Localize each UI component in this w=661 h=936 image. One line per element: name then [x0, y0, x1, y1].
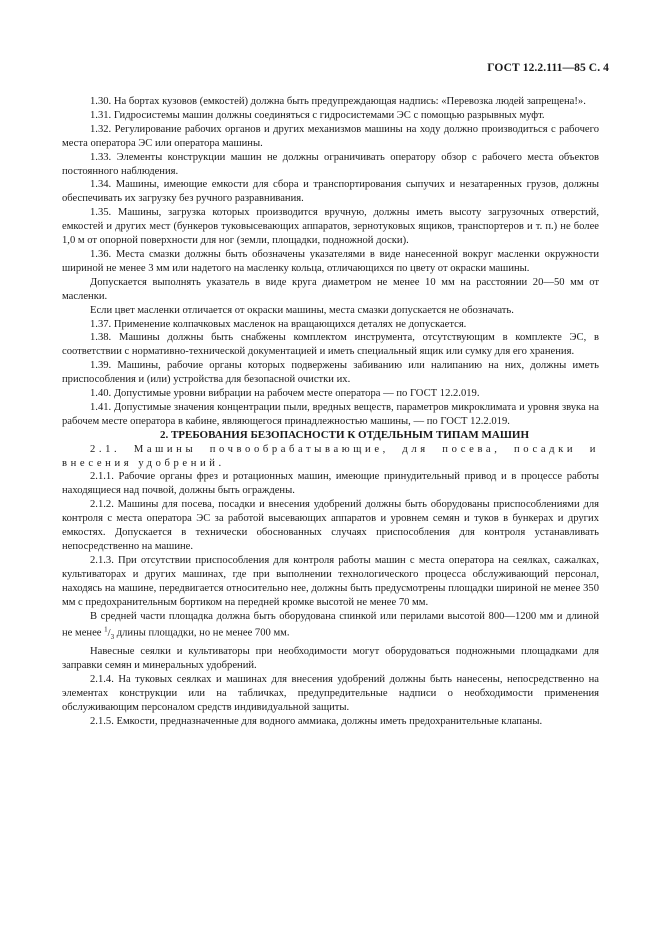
section-title: 2. ТРЕБОВАНИЯ БЕЗОПАСНОСТИ К ОТДЕЛЬНЫМ ТИПАМ МАШИН — [159, 428, 530, 441]
paragraph: Если цвет масленки отличается от окраски машины, места смазки допускается не обозначать. — [90, 304, 514, 316]
paragraph: 1.37. Применение колпачковых масленок на вращающихся деталях не допускается. — [90, 318, 467, 330]
paragraph: 1.39. Машины, рабочие органы которых подвержены забиванию или налипанию на них, должны иметь приспособления и (или) устройства для безопасной очистки их. — [62, 360, 599, 386]
subsection-heading: 2.1. Машины почвообрабатывающие, для посева, посадки и внесения удобрений. — [62, 443, 599, 469]
paragraph: 1.32. Регулирование рабочих органов и других механизмов машины на ходу должно производиться с рабочего места оператора ЭС или оператора машины. — [62, 123, 599, 149]
paragraph: 1.40. Допустимые уровни вибрации на рабочем месте оператора — по ГОСТ 12.2.019. — [90, 388, 480, 400]
paragraph: 1.30. На бортах кузовов (емкостей) должна быть предупреждающая надпись: «Перевозка людей запрещена!». — [90, 96, 586, 107]
paragraph: 2.1.4. На туковых сеялках и машинах для внесения удобрений должны быть нанесены, непосредственно на элементах конструкции или на табличках, предупредительные надписи о необходимости применения обслуживающим персоналом средств индивидуальной защиты. — [62, 673, 599, 713]
fraction: $^1/_3$ — [104, 625, 115, 642]
paragraph-platform — [62, 610, 599, 645]
paragraph: 2.1.1. Рабочие органы фрез и ротационных машин, имеющие принудительный привод и в процессе работы находящиеся над почвой, должны быть ограждены. — [62, 471, 599, 497]
paragraph: 1.33. Элементы конструкции машин не должны ограничивать оператору обзор с рабочего места объектов постоянного наблюдения. — [62, 151, 599, 177]
paragraph: 2.1.5. Емкости, предназначенные для водного аммиака, должны иметь предохранительные клапаны. — [90, 715, 543, 727]
paragraph: 2.1.2. Машины для посева, посадки и внесения удобрений должны быть оборудованы приспособлениями для контроля с места оператора ЭС за работой высевающих аппаратов и уровнем семян и туков в бункерах и других емкостях. Допускается в технически обоснованных случаях приспособления для контроля устанавливать непосредственно на машине. — [62, 499, 599, 552]
fraction-denominator: 3 — [110, 633, 115, 642]
paragraph: 2.1.3. При отсутствии приспособления для контроля работы машин с места оператора на сеялках, сажалках, культиваторах и других машинах, где при выполнении технологического процесса обслуживающий персонал, находясь на машине, передвигается относительно нее, должны быть предусмотрены площадки шириной не менее 350 мм с предохранительным бортиком на передней кромке высотой не менее 70 мм. — [62, 554, 599, 608]
paragraph: 1.38. Машины должны быть снабжены комплектом инструмента, отсутствующим в комплекте ЭС, в соответствии с нормативно-технической документацией и иметь специальный ящик или сумку для его хранения. — [62, 332, 599, 358]
platform-text-after: длины площадки, но не менее 700 мм. — [114, 627, 290, 639]
paragraph: Навесные сеялки и культиваторы при необходимости могут оборудоваться подножными площадками для заправки семян и минеральных удобрений. — [62, 645, 599, 671]
fraction-numerator: 1 — [104, 625, 108, 634]
platform-text-before: В средней части площадка должна быть оборудована спинкой или перилами высотой 800—1200 мм и длиной не менее — [62, 610, 599, 639]
paragraph: 1.34. Машины, имеющие емкости для сбора и транспортирования сыпучих и незатаренных грузов, должны обеспечивать их загрузку без ручного разравнивания. — [62, 179, 599, 205]
document-body — [62, 95, 599, 728]
paragraph: Допускается выполнять указатель в виде круга диаметром не менее 10 мм на расстоянии 20—50 мм от масленки. — [62, 276, 599, 302]
paragraph: 1.31. Гидросистемы машин должны соединяться с гидросистемами ЭС с помощью разрывных муфт. — [90, 109, 545, 121]
paragraph: 1.35. Машины, загрузка которых производится вручную, должны иметь высоту загрузочных отверстий, емкостей и других мест (бункеров туковысевающих аппаратов, зернотуковых ящиков, транспортеров и т. п.) не более 1,0 м от опорной поверхности для ног (земли, площадки, подножной доски). — [62, 207, 599, 247]
paragraph: 1.41. Допустимые значения концентрации пыли, вредных веществ, параметров микроклимата и уровня звука на рабочем месте оператора в кабине, являющегося принадлежностью машины, — по ГОСТ 12.2.019. — [62, 401, 599, 427]
page-header: ГОСТ 12.2.111—85 С. 4 — [487, 62, 609, 74]
paragraph: 1.36. Места смазки должны быть обозначены указателями в виде нанесенной вокруг масленки окружности шириной не менее 3 мм или надетого на масленку кольца, отличающихся по цвету от окраски машины. — [62, 248, 599, 274]
